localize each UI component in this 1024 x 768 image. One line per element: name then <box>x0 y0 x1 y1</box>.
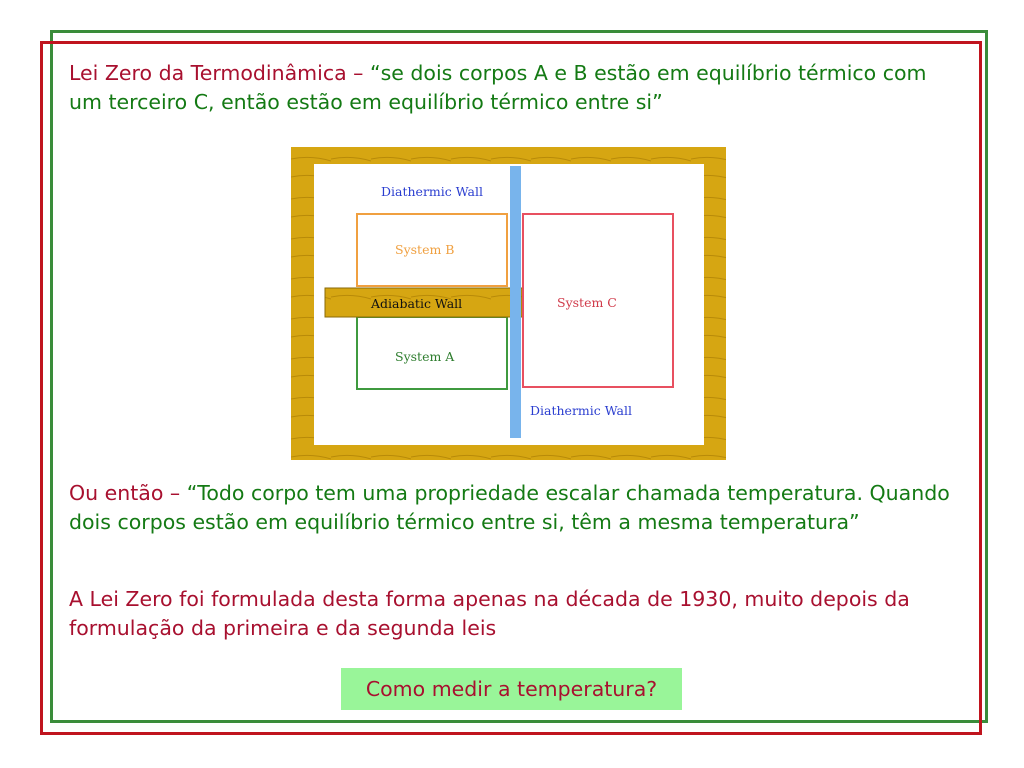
zeroth-law-statement <box>69 59 959 117</box>
alternative-statement <box>69 479 959 537</box>
thermal-equilibrium-diagram <box>291 147 726 460</box>
history-note: A Lei Zero foi formulada desta forma apenas na década de 1930, muito depois da formulação da primeira e da segunda leis <box>69 587 910 640</box>
diathermic-wall-top-label: Diathermic Wall <box>381 184 483 199</box>
diathermic-wall-bottom-label: Diathermic Wall <box>530 403 632 418</box>
zeroth-law-quote: “se dois corpos A e B estão em equilíbrio térmico com um terceiro C, então estão em equilíbrio térmico entre si” <box>69 61 927 114</box>
alternative-lead: Ou então – <box>69 481 187 505</box>
adiabatic-wall-label: Adiabatic Wall <box>371 296 463 311</box>
diathermic-wall-bar <box>510 166 521 438</box>
measure-temperature-button[interactable]: Como medir a temperatura? <box>341 668 682 710</box>
alternative-quote: “Todo corpo tem uma propriedade escalar chamada temperatura. Quando dois corpos estão em equilíbrio térmico entre si, têm a mesma temperatura” <box>69 481 950 534</box>
system-c-label: System C <box>557 295 617 310</box>
system-a-label: System A <box>395 349 455 364</box>
system-b-label: System B <box>395 242 455 257</box>
zeroth-law-term: Lei Zero da Termodinâmica – <box>69 61 370 85</box>
